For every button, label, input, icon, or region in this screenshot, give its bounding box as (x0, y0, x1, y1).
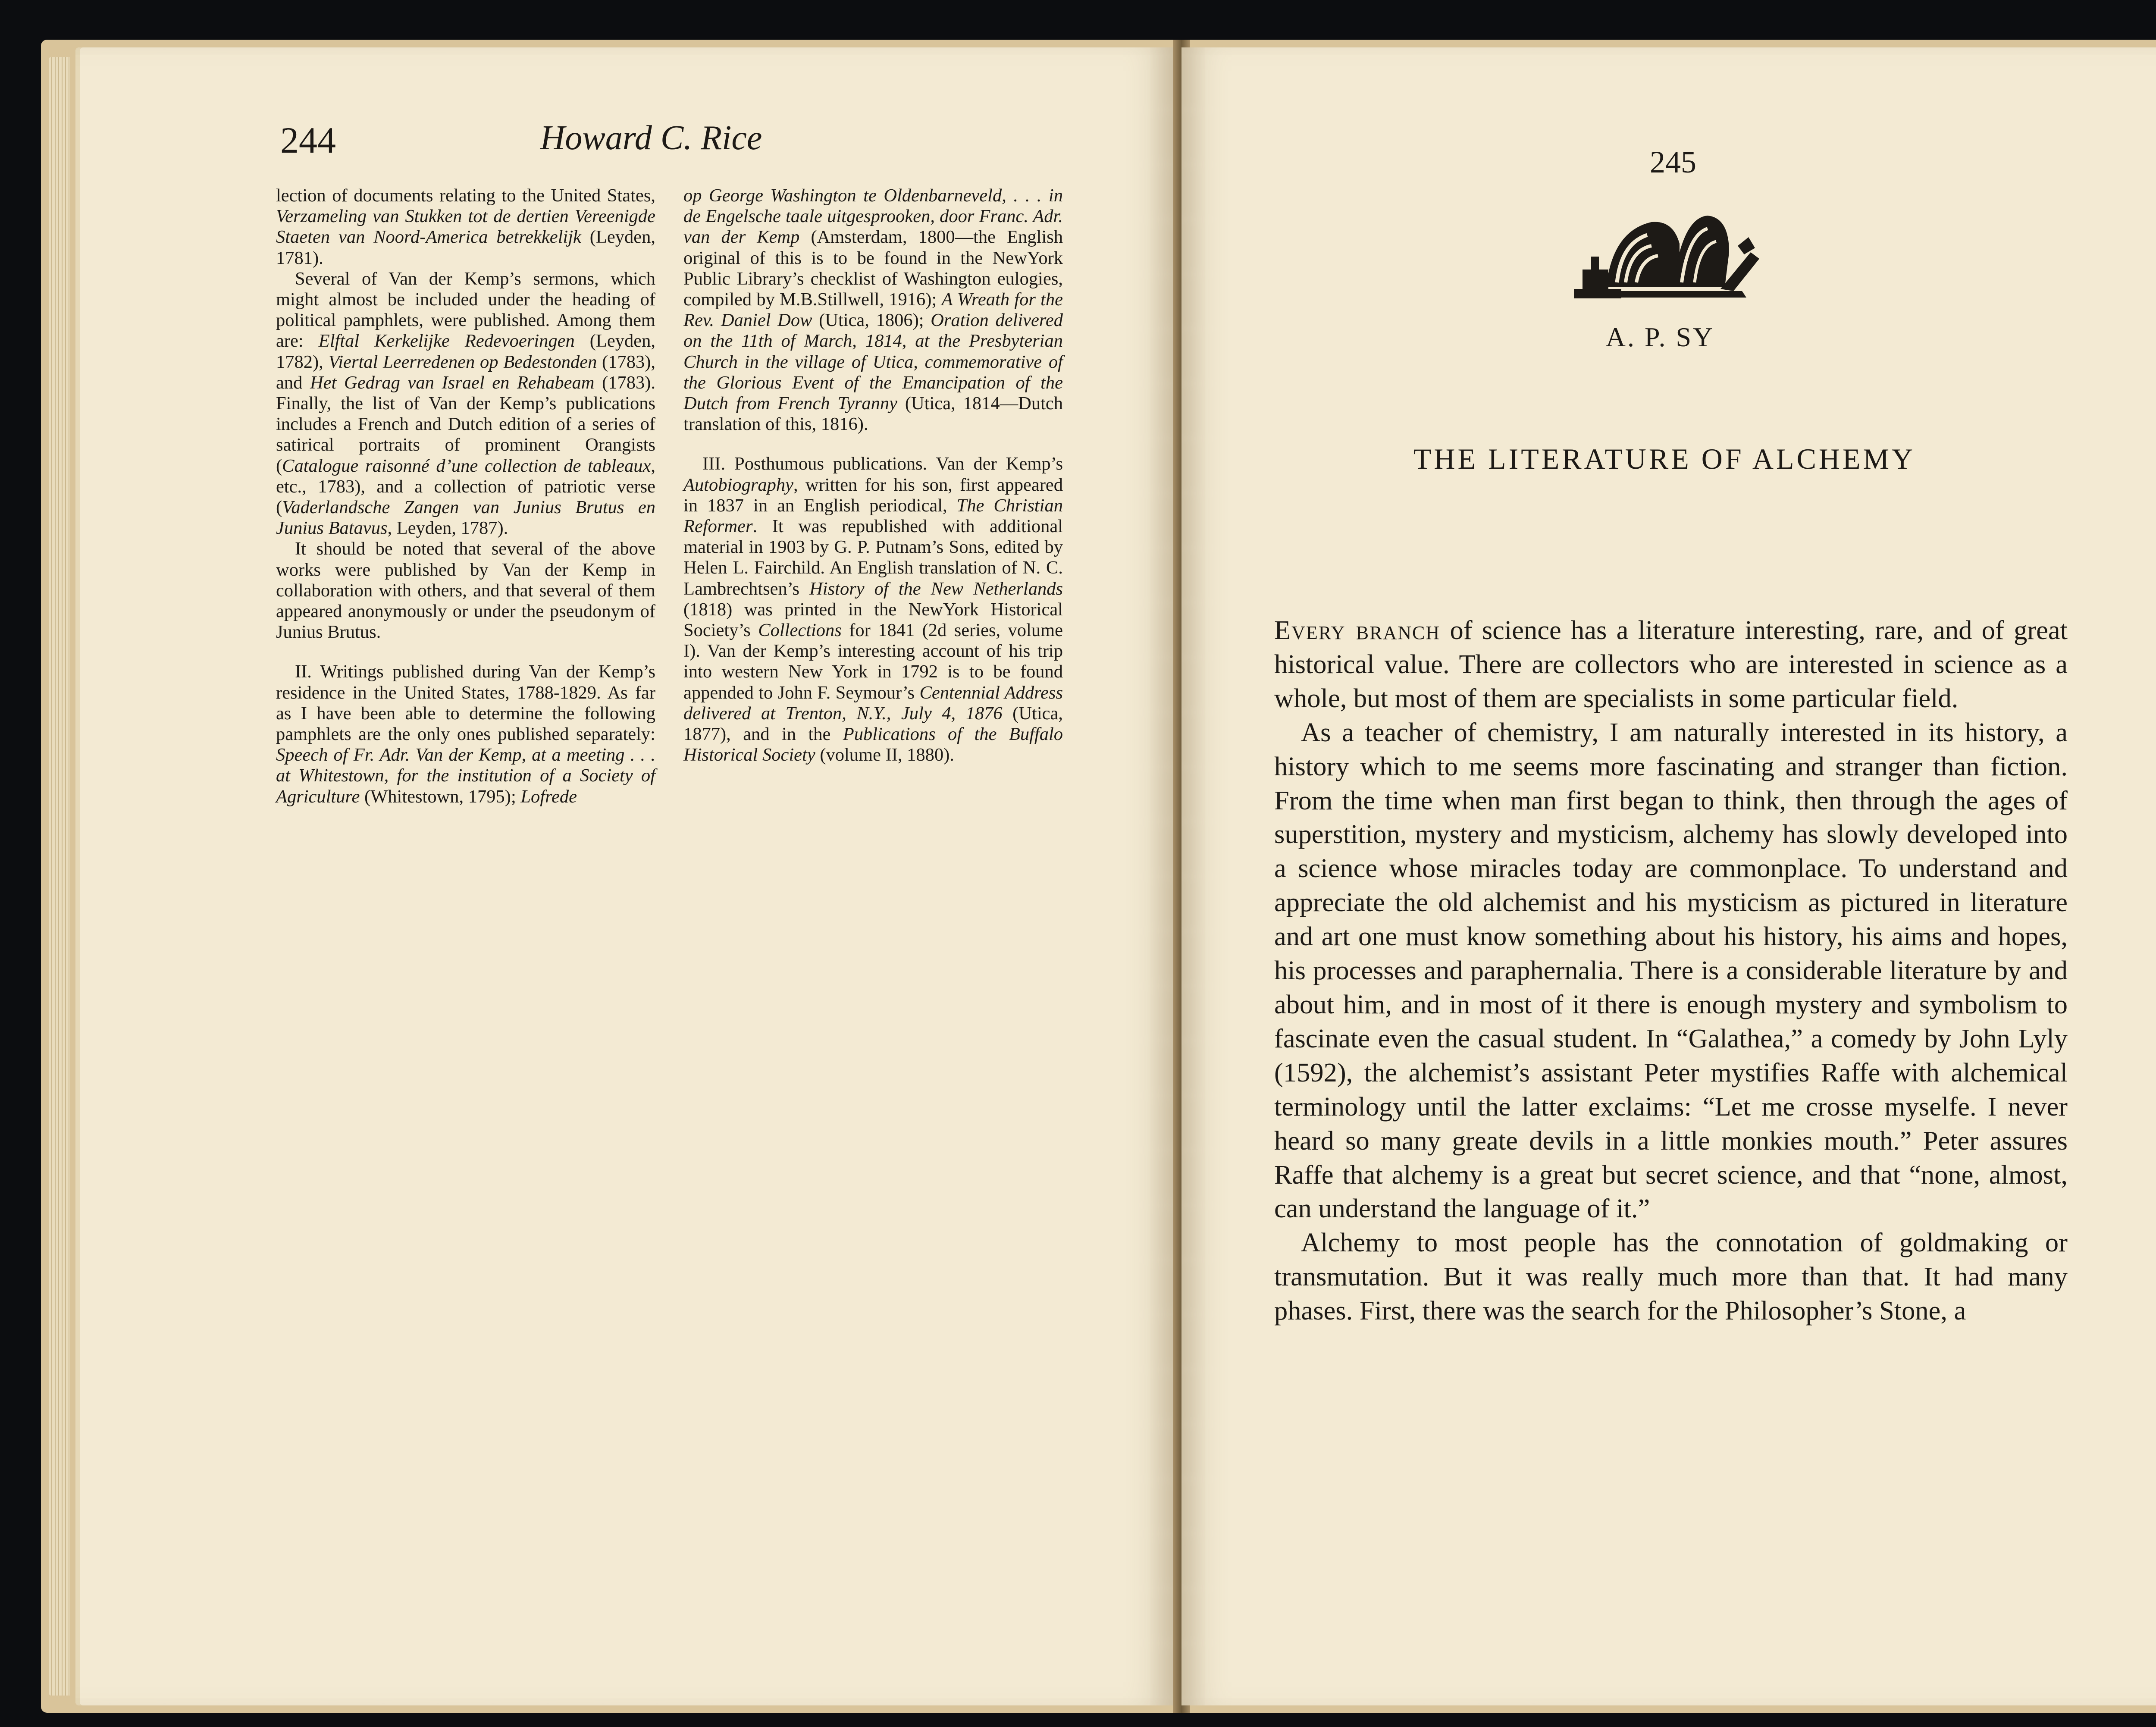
paragraph: It should be noted that several of the above works were published by Van der Kemp in collaboration with others, and that several of them appeared anonymously or under the pseudonym of Junius Brutus. (276, 539, 655, 643)
article-body (1274, 613, 2068, 1328)
left-page-header (280, 119, 1022, 170)
article-author: A. P. SY (1605, 322, 1715, 352)
left-column-1 (276, 185, 655, 807)
left-column-2 (683, 185, 1063, 765)
paragraph-text: of science has a literature interesting, rare, and of great historical value. There are collectors who are interested in science as a whole, but most of them are specialists in some particular field. (1274, 615, 2068, 713)
paragraph: Several of Van der Kemp’s sermons, which might almost be included under the heading of political pamphlets, were published. Among them are: Elftal Kerkelijke Redevoeringen (Leyden, 1782), Viertal Leerredenen op Bedestonden (1783), and Het Gedrag van Israel en Rehabeam (1783). Finally, the list of Van der Kemp’s publications includes a French and Dutch edition of a series of satirical portraits of prominent Orangists (Catalogue raisonné d’une collection de tableaux, etc., 1783), and a collection of patriotic verse (Vaderlandsche Zangen van Junius Brutus en Junius Batavus, Leyden, 1787). (276, 268, 656, 539)
article-title: THE LITERATURE OF ALCHEMY (1413, 442, 1916, 475)
paragraph: III. Posthumous publications. Van der Kemp’s Autobiography, written for his son, first appeared in 1837 in an English periodical, The Christian Reformer. It was republished with additional material in 1903 by G. P. Putnam’s Sons, edited by Helen L. Fairchild. An English translation of N. C. Lambrechtsen’s History of the New Netherlands (1818) was printed in the NewYork Historical Society’s Collections for 1841 (2d series, volume I). Van der Kemp’s interesting account of his trip into western New York in 1792 is to be found appended to John F. Seymour’s Centennial Address delivered at Trenton, N.Y., July 4, 1876 (Utica, 1877), and in the Publications of the Buffalo Historical Society (volume II, 1880). (683, 454, 1063, 765)
paragraph: II. Writings published during Van der Kemp’s residence in the United States, 1788-1829. As far as I have been able to determine the following pamphlets are the only ones published separately: Speech of Fr. Adr. Van der Kemp, at a meeting . . . at Whitestown, for the institution of a Society of Agriculture (Whitestown, 1795); Lofrede (276, 661, 655, 807)
alchemy-furnace-ornament-icon (1565, 205, 1764, 302)
paragraph: As a teacher of chemistry, I am naturally interested in its history, a history which to me seems more fascinating and stranger than fiction. From the time when man first began to think, then through the ages of superstition, mystery and mysticism, alchemy has slowly developed into a science whose miracles today are commonplace. To understand and appreciate the old alchemist and his mysticism as pictured in literature and art one must know something about his history, his aims and hopes, his processes and paraphernalia. There is a considerable literature by and about him, and in most of it there is enough mystery and symbolism to fascinate even the casual student. In “Galathea,” a comedy by John Lyly (1592), the alchemist’s assistant Peter mystifies Raffe with alchemical terminology until the latter exclaims: “Let me crosse myselfe. I never heard so many greate devils in a little monkies mouth.” Peter assures Raffe that alchemy is a great but secret science, and that “none, almost, can understand the language of it.” (1274, 717, 2068, 1224)
page-edges-left (49, 57, 70, 1696)
page-number-right: 245 (1650, 145, 1696, 179)
lead-small-caps: Every branch (1274, 615, 1441, 645)
page-number-left: 244 (280, 119, 336, 161)
running-head: Howard C. Rice (540, 119, 762, 157)
paragraph: op George Washington te Oldenbarneveld, . . . in de Engelsche taale uitgesprooken, door Franc. Adr. van der Kemp (Amsterdam, 1800—the English original of this is to be found in the NewYork Public Library’s checklist of Washington eulogies, compiled by M.B.Stillwell, 1916); A Wreath for the Rev. Daniel Dow (Utica, 1806); Oration delivered on the 11th of March, 1814, at the Presbyterian Church in the village of Utica, commemorative of the Glorious Event of the Emancipation of the Dutch from French Tyranny (Utica, 1814—Dutch translation of this, 1816). (683, 185, 1063, 435)
paragraph: Alchemy to most people has the connotation of goldmaking or transmutation. But it was really much more than that. It had many phases. First, there was the search for the Philosopher’s Stone, a (1274, 1227, 2068, 1326)
paragraph-first (1274, 613, 2068, 715)
paragraph: lection of documents relating to the United States, Verzameling van Stukken tot de dertien Vereenigde Staeten van Noord-America betrekkelijk (Leyden, 1781). (276, 185, 655, 268)
